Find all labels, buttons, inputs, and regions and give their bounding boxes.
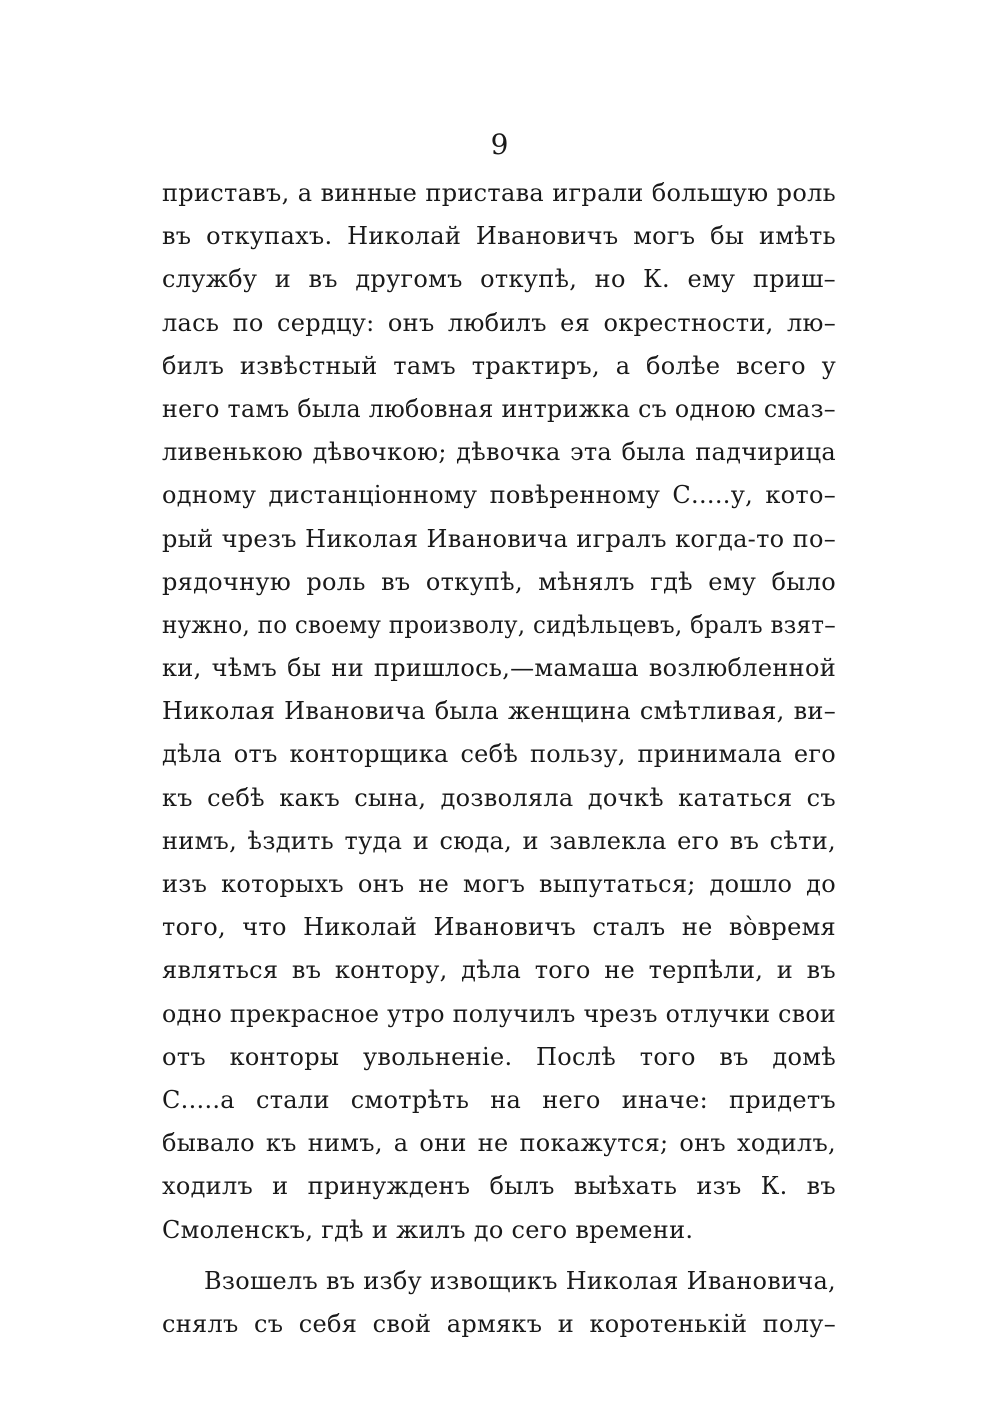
- text-line: изъ которыхъ онъ не могъ выпутаться; дошло до: [162, 870, 836, 898]
- text-line: С.....а стали смотрѣть на него иначе: придетъ: [162, 1085, 836, 1114]
- text-line: являться въ контору, дѣла того не терпѣли, и въ: [162, 956, 836, 985]
- text-line: въ откупахъ. Николай Ивановичъ могъ бы имѣть: [162, 222, 836, 251]
- paragraph-1: [162, 172, 836, 1252]
- text-line: ливенькою дѣвочкою; дѣвочка эта была падчирица: [162, 438, 836, 467]
- text-line: него тамъ была любовная интрижка съ одною смаз–: [162, 394, 836, 423]
- text-line: лась по сердцу: онъ любилъ ея окрестности, лю–: [162, 308, 836, 337]
- text-line: одно прекрасное утро получилъ чрезъ отлучки свои: [162, 999, 836, 1028]
- text-line: приставъ, а винные пристава играли большую роль: [162, 179, 836, 207]
- text-line: ходилъ и принужденъ былъ выѣхать изъ К. въ: [162, 1172, 836, 1201]
- text-line: отъ конторы увольненіе. Послѣ того въ домѣ: [162, 1042, 836, 1071]
- text-line: того, что Николай Ивановичъ сталъ не во̀время: [162, 913, 836, 942]
- text-line: Николая Ивановича была женщина смѣтливая, ви–: [162, 697, 836, 726]
- text-line: нимъ, ѣздить туда и сюда, и завлекла его въ сѣти,: [162, 826, 836, 855]
- text-line: Смоленскъ, гдѣ и жилъ до сего времени.: [162, 1215, 694, 1244]
- text-line: ки, чѣмъ бы ни пришлось,—мамаша возлюбленной: [162, 654, 836, 683]
- text-line: къ себѣ какъ сына, дозволяла дочкѣ кататься съ: [162, 783, 836, 812]
- page-number: 9: [490, 128, 510, 161]
- text-line: снялъ съ себя свой армякъ и коротенькій полу–: [162, 1309, 836, 1338]
- text-line: бывало къ нимъ, а они не покажутся; онъ ходилъ,: [162, 1129, 836, 1158]
- paragraph-2: [162, 1260, 836, 1346]
- text-line: дѣла отъ конторщика себѣ пользу, принимала его: [162, 740, 836, 769]
- text-line: рядочную роль въ откупѣ, мѣнялъ гдѣ ему было: [162, 567, 836, 596]
- text-line: нужно, по своему произволу, сидѣльцевъ, бралъ взят–: [162, 610, 837, 639]
- text-line: одному дистанціонному повѣренному С.....у, кото–: [162, 481, 836, 510]
- text-line: билъ извѣстный тамъ трактиръ, а болѣе всего у: [162, 351, 836, 380]
- body-text: [162, 172, 836, 1346]
- text-line: службу и въ другомъ откупѣ, но К. ему приш–: [162, 265, 836, 294]
- text-line: Взошелъ въ избу извощикъ Николая Ивановича,: [203, 1266, 836, 1295]
- text-line: рый чрезъ Николая Ивановича игралъ когда-то по–: [162, 524, 836, 553]
